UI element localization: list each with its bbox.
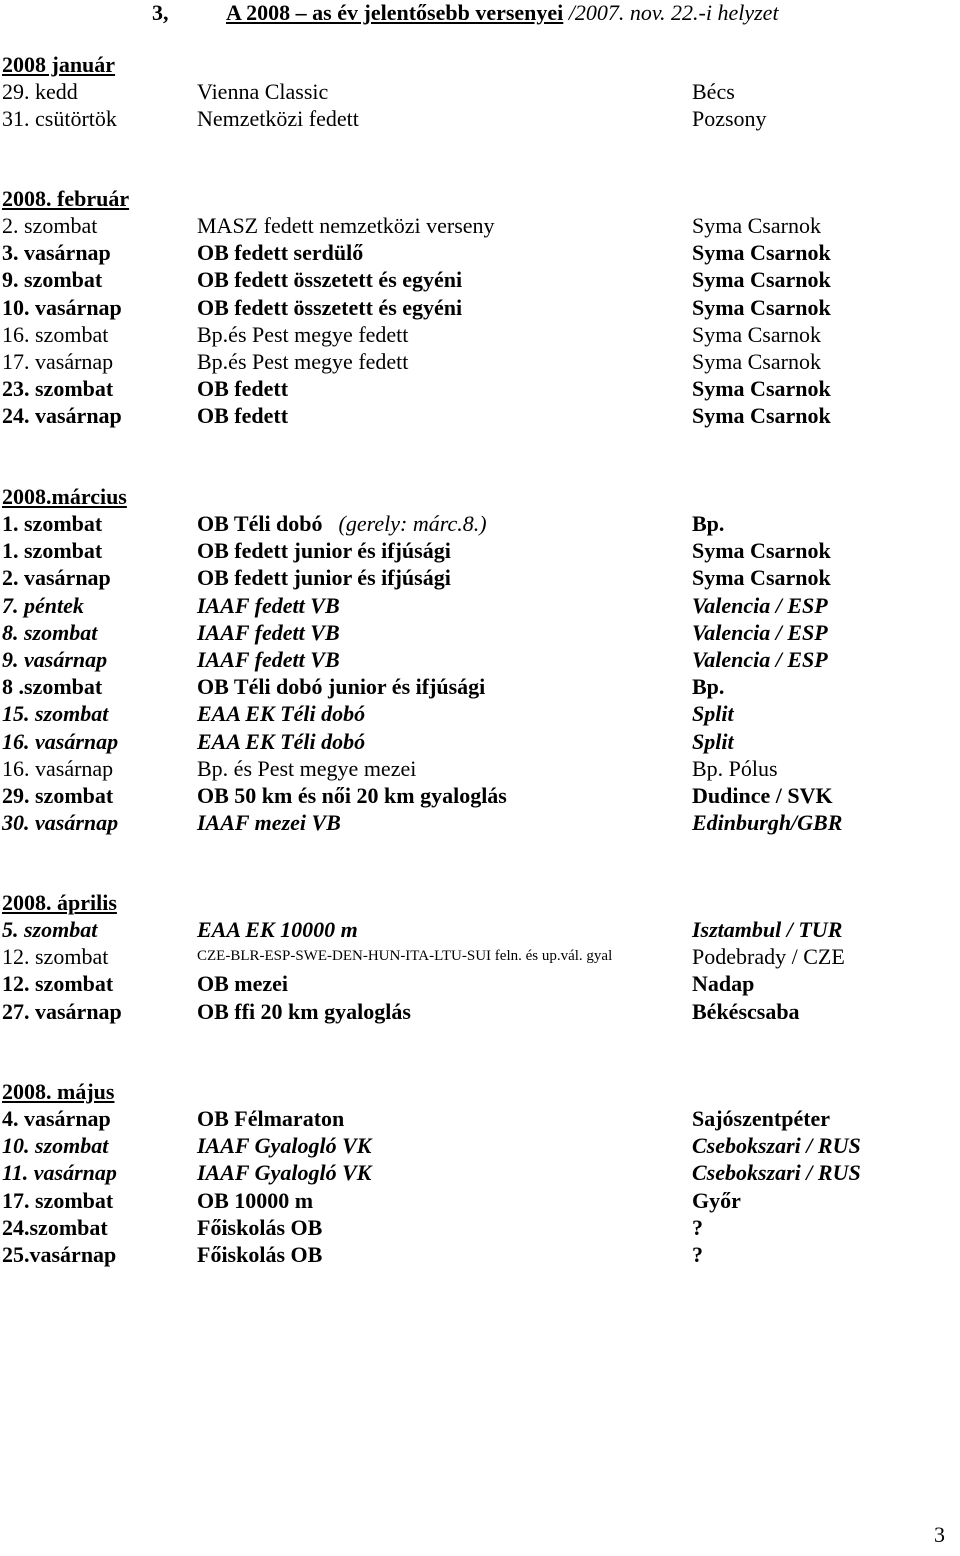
event-place: Syma Csarnok xyxy=(692,538,831,564)
event-name xyxy=(197,105,359,132)
event-day: 5. szombat xyxy=(2,917,98,942)
event-day: 3. vasárnap xyxy=(2,240,111,266)
event-place: Podebrady / CZE xyxy=(692,944,845,970)
event-day: 29. szombat xyxy=(2,783,114,808)
event-name xyxy=(197,619,340,646)
page-title xyxy=(152,0,779,26)
event-place: Syma Csarnok xyxy=(692,267,831,293)
event-name-text: OB Téli dobó junior és ifjúsági xyxy=(197,674,486,700)
event-place: Bp. xyxy=(692,511,725,536)
event-name-text: EAA EK Téli dobó xyxy=(197,701,366,727)
event-name xyxy=(197,564,451,591)
event-name-text: IAAF Gyalogló VK xyxy=(197,1160,372,1186)
event-name xyxy=(197,782,507,809)
event-row xyxy=(0,755,960,782)
event-day: 16. szombat xyxy=(2,321,109,347)
event-place: Edinburgh/GBR xyxy=(692,810,843,836)
event-name-text: OB fedett összetett és egyéni xyxy=(197,267,463,293)
event-place: Syma Csarnok xyxy=(692,213,821,238)
event-day: 12. szombat xyxy=(2,971,114,997)
status-date: /2007. nov. 22.-i helyzet xyxy=(568,0,779,25)
event-row xyxy=(0,239,960,266)
event-name xyxy=(197,700,365,727)
event-name-text: IAAF Gyalogló VK xyxy=(197,1133,372,1159)
event-place: Syma Csarnok xyxy=(692,376,831,402)
event-name-text: OB fedett serdülő xyxy=(197,240,364,266)
event-row xyxy=(0,1214,960,1241)
event-name xyxy=(197,1214,322,1241)
event-place: Syma Csarnok xyxy=(692,565,831,591)
event-row xyxy=(0,78,960,105)
event-day: 24.szombat xyxy=(2,1214,108,1240)
event-place: Valencia / ESP xyxy=(692,592,828,618)
event-row xyxy=(0,728,960,755)
event-place: Bp. Pólus xyxy=(692,755,778,781)
month-heading: 2008. április xyxy=(2,890,117,915)
month-heading: 2008. május xyxy=(2,1079,115,1104)
event-place: Dudince / SVK xyxy=(692,783,833,808)
event-name xyxy=(197,1132,371,1159)
event-day: 15. szombat xyxy=(2,701,109,727)
event-row xyxy=(0,375,960,402)
event-row xyxy=(0,348,960,375)
event-name-text: OB 50 km és női 20 km gyaloglás xyxy=(197,783,507,808)
event-place: ? xyxy=(692,1214,703,1240)
event-name-text: Bp. és Pest megye mezei xyxy=(197,755,417,781)
event-name xyxy=(197,239,363,266)
event-place: Pozsony xyxy=(692,106,767,132)
month-heading: 2008. február xyxy=(2,186,130,211)
event-name-text: Nemzetközi fedett xyxy=(197,106,359,132)
event-row xyxy=(0,1105,960,1132)
event-day: 12. szombat xyxy=(2,944,109,970)
event-name xyxy=(197,212,495,239)
event-day: 2. vasárnap xyxy=(2,565,111,591)
event-place: Syma Csarnok xyxy=(692,240,831,266)
event-row xyxy=(0,1241,960,1268)
event-name-text: OB Félmaraton xyxy=(197,1106,345,1131)
event-row xyxy=(0,998,960,1025)
event-name xyxy=(197,1241,322,1268)
event-day: 17. szombat xyxy=(2,1187,114,1213)
event-name-text: OB fedett junior és ifjúsági xyxy=(197,538,451,564)
event-day: 16. vasárnap xyxy=(2,728,119,754)
event-name xyxy=(197,510,487,537)
event-name xyxy=(197,673,485,700)
event-row xyxy=(0,321,960,348)
event-row xyxy=(0,294,960,321)
event-place: Syma Csarnok xyxy=(692,349,821,374)
event-day: 23. szombat xyxy=(2,376,114,402)
event-day: 30. vasárnap xyxy=(2,810,119,836)
event-name-text: EAA EK 10000 m xyxy=(197,917,358,942)
event-name-text: IAAF fedett VB xyxy=(197,592,340,618)
event-name xyxy=(197,294,462,321)
event-name-text: IAAF fedett VB xyxy=(197,647,340,672)
event-name xyxy=(197,348,408,375)
event-name-text: Főiskolás OB xyxy=(197,1242,323,1267)
event-name-text: Vienna Classic xyxy=(197,79,329,104)
event-row xyxy=(0,1159,960,1186)
event-name xyxy=(197,1187,313,1214)
event-place: Győr xyxy=(692,1187,741,1213)
section-title: A 2008 – as év jelentősebb versenyei xyxy=(226,0,564,25)
event-place: Csebokszari / RUS xyxy=(692,1133,861,1159)
month-heading: 2008.március xyxy=(2,484,127,509)
event-day: 25.vasárnap xyxy=(2,1242,117,1267)
event-day: 8. szombat xyxy=(2,619,98,645)
event-name xyxy=(197,970,288,997)
event-day: 1. szombat xyxy=(2,511,103,536)
event-row xyxy=(0,1187,960,1214)
event-place: Isztambul / TUR xyxy=(692,917,843,942)
event-name xyxy=(197,809,341,836)
event-name-text: Főiskolás OB xyxy=(197,1214,323,1240)
event-name xyxy=(197,943,612,970)
event-row xyxy=(0,619,960,646)
event-place: Békéscsaba xyxy=(692,998,800,1024)
section-number: 3, xyxy=(152,0,169,25)
event-day: 11. vasárnap xyxy=(2,1160,117,1186)
event-row xyxy=(0,266,960,293)
event-place: Syma Csarnok xyxy=(692,294,831,320)
event-day: 31. csütörtök xyxy=(2,106,117,132)
event-day: 10. vasárnap xyxy=(2,294,122,320)
event-place: Valencia / ESP xyxy=(692,647,828,672)
event-row xyxy=(0,105,960,132)
event-place: Csebokszari / RUS xyxy=(692,1160,861,1186)
event-place: ? xyxy=(692,1242,703,1267)
event-row xyxy=(0,700,960,727)
event-row xyxy=(0,916,960,943)
event-name-text: EAA EK Téli dobó xyxy=(197,728,366,754)
event-name-text: IAAF fedett VB xyxy=(197,619,340,645)
event-name-text: OB fedett xyxy=(197,376,289,402)
event-row xyxy=(0,782,960,809)
month-heading: 2008 január xyxy=(2,52,116,77)
event-row xyxy=(0,970,960,997)
event-row xyxy=(0,212,960,239)
event-day: 10. szombat xyxy=(2,1133,109,1159)
event-name xyxy=(197,728,365,755)
event-day: 16. vasárnap xyxy=(2,755,114,781)
event-name xyxy=(197,755,416,782)
event-day: 9. szombat xyxy=(2,267,103,293)
event-name-text: OB fedett xyxy=(197,403,289,429)
event-place: Split xyxy=(692,701,734,727)
event-day: 27. vasárnap xyxy=(2,998,122,1024)
event-row xyxy=(0,646,960,673)
event-name xyxy=(197,375,288,402)
event-name xyxy=(197,1105,344,1132)
event-name xyxy=(197,321,408,348)
page-number: 3 xyxy=(934,1522,945,1547)
event-row xyxy=(0,943,960,970)
event-name-text: OB 10000 m xyxy=(197,1187,314,1213)
event-place: Split xyxy=(692,728,734,754)
event-day: 4. vasárnap xyxy=(2,1106,111,1131)
event-row xyxy=(0,673,960,700)
event-name-text: MASZ fedett nemzetközi verseny xyxy=(197,213,495,238)
event-note: (gerely: márc.8.) xyxy=(338,511,487,536)
event-day: 9. vasárnap xyxy=(2,647,108,672)
event-row xyxy=(0,564,960,591)
event-day: 29. kedd xyxy=(2,79,78,104)
event-place: Bp. xyxy=(692,674,725,700)
event-name xyxy=(197,998,411,1025)
event-name-text: OB mezei xyxy=(197,971,289,997)
event-name xyxy=(197,592,340,619)
event-name-text: CZE-BLR-ESP-SWE-DEN-HUN-ITA-LTU-SUI feln. és up.vál. gyal xyxy=(197,948,613,965)
event-place: Nadap xyxy=(692,971,755,997)
event-place: Syma Csarnok xyxy=(692,403,831,429)
event-name-text: OB ffi 20 km gyaloglás xyxy=(197,998,411,1024)
event-row xyxy=(0,592,960,619)
event-row xyxy=(0,1132,960,1159)
event-place: Sajószentpéter xyxy=(692,1106,831,1131)
event-place: Bécs xyxy=(692,79,735,104)
event-name xyxy=(197,916,358,943)
event-day: 1. szombat xyxy=(2,538,103,564)
event-place: Syma Csarnok xyxy=(692,321,821,347)
event-name-text: Bp.és Pest megye fedett xyxy=(197,321,409,347)
event-row xyxy=(0,809,960,836)
event-row xyxy=(0,510,960,537)
event-day: 17. vasárnap xyxy=(2,349,114,374)
event-name xyxy=(197,402,288,429)
event-name xyxy=(197,78,328,105)
event-name xyxy=(197,266,462,293)
event-row xyxy=(0,537,960,564)
event-day: 8 .szombat xyxy=(2,674,103,700)
event-name-text: OB fedett összetett és egyéni xyxy=(197,294,463,320)
event-name-text: OB fedett junior és ifjúsági xyxy=(197,565,451,591)
event-day: 2. szombat xyxy=(2,213,98,238)
event-day: 7. péntek xyxy=(2,592,84,618)
event-row xyxy=(0,402,960,429)
event-day: 24. vasárnap xyxy=(2,403,122,429)
event-name xyxy=(197,646,340,673)
event-name-text: IAAF mezei VB xyxy=(197,810,341,836)
event-name xyxy=(197,537,451,564)
event-name-text: OB Téli dobó xyxy=(197,511,323,536)
event-name-text: Bp.és Pest megye fedett xyxy=(197,349,409,374)
event-name xyxy=(197,1159,371,1186)
event-place: Valencia / ESP xyxy=(692,619,828,645)
